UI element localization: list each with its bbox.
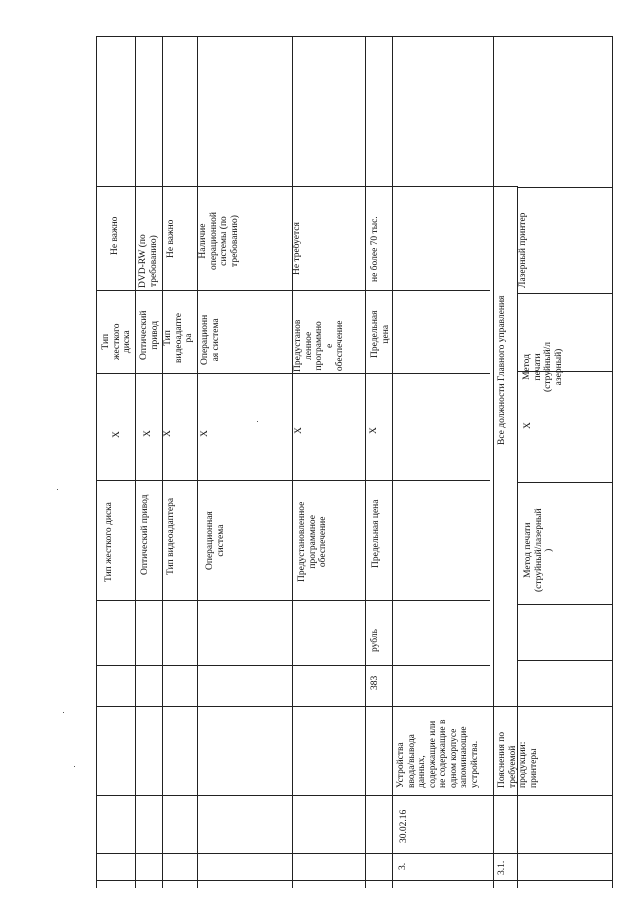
text-line: Тип [163, 330, 173, 346]
text-line: принтеры [528, 748, 539, 788]
text-line: Оптический [139, 310, 149, 360]
value-software: Не требуется [292, 222, 302, 275]
char-optical: Оптический привод [140, 494, 150, 575]
text-line: цена [380, 324, 391, 344]
text-line: (струйный/л [543, 341, 553, 392]
text-line: Операционн [200, 314, 210, 365]
row-line [96, 373, 490, 374]
row-line [517, 482, 612, 483]
value-name-software [293, 320, 346, 372]
text-line: требованию) [229, 215, 240, 267]
char-os [205, 511, 226, 570]
section31-number: 3.1. [497, 860, 507, 875]
text-line: ) [544, 548, 554, 552]
scan-speck [257, 421, 258, 422]
text-line: Метод печати [523, 522, 533, 578]
text-line: Операционная [205, 511, 215, 570]
row-line [96, 186, 517, 187]
scan-speck [74, 766, 75, 767]
col-line [493, 36, 494, 888]
text-line: содержащие или [427, 720, 438, 788]
row-line [517, 293, 612, 294]
mark-os: X [200, 430, 210, 437]
section3-code: 30.02.16 [399, 809, 409, 843]
value-printer: Лазерный принтер [518, 212, 528, 288]
row-line [517, 187, 612, 188]
mark-optical: X [143, 430, 153, 437]
text-line: Предельная [370, 310, 380, 358]
text-line: Метод [522, 354, 532, 380]
text-line: ра [184, 333, 194, 343]
category-all-positions: Все должности Главного управления [497, 295, 507, 445]
char-print-method [523, 508, 555, 592]
row-line [96, 880, 612, 881]
char-software [297, 502, 329, 582]
row-line [96, 36, 612, 37]
text-line: DVD-RW (по [138, 234, 148, 288]
value-name-video [163, 313, 195, 363]
value-disk-type: Не важно [110, 216, 120, 255]
row-line [517, 604, 612, 605]
text-line: требуемой [507, 745, 518, 788]
text-line: устройства. [469, 740, 480, 788]
text-line: ленное [303, 331, 314, 360]
text-line: азерный) [553, 348, 564, 386]
value-name-price [370, 311, 391, 359]
section3-number: 3. [398, 862, 408, 870]
mark-software: X [294, 427, 304, 434]
value-name-disk-type [101, 323, 133, 360]
text-line: Наличие [198, 223, 208, 259]
value-price: не более 70 тыс. [370, 216, 380, 282]
scan-speck [63, 712, 64, 713]
text-line: система [215, 524, 226, 557]
text-line: не содержащие в [438, 719, 448, 788]
row-line [96, 665, 490, 666]
mark-print-method: X [523, 422, 533, 429]
text-line: Тип [101, 333, 111, 350]
text-line: е [324, 343, 335, 348]
row-line [517, 660, 612, 661]
text-line: обеспечение [318, 516, 328, 568]
unit-rouble: рубль [370, 629, 380, 652]
okei-code: 383 [370, 675, 380, 690]
char-video: Тип видеоадаптера [166, 497, 176, 575]
value-name-os [200, 315, 221, 365]
text-line: обеспечение [335, 320, 345, 372]
value-name-optical [139, 311, 160, 360]
value-optical [138, 234, 159, 288]
text-line: ввода/вывода [406, 734, 417, 788]
text-line: диска [122, 330, 132, 354]
text-line: Предустанов [293, 319, 303, 372]
section3-name [396, 720, 480, 788]
col-line [96, 36, 97, 888]
row-line [96, 290, 490, 291]
scan-speck [57, 489, 58, 490]
text-line: ая система [210, 318, 221, 362]
col-line [612, 36, 613, 888]
char-price: Предельная цена [371, 499, 381, 568]
row-line [96, 480, 490, 481]
col-line [197, 36, 198, 888]
mark-price: X [369, 427, 379, 434]
value-video: Не важно [166, 219, 176, 258]
row-line [96, 795, 612, 796]
col-line [365, 36, 366, 888]
text-line: системы (по [219, 216, 229, 266]
text-line: Устройства [396, 742, 406, 788]
text-line: жесткого [111, 323, 122, 360]
mark-disk-type: X [112, 431, 122, 438]
text-line: (струйный/лазерный [533, 508, 544, 592]
text-line: Предустановленное [297, 501, 307, 582]
row-line [96, 706, 612, 707]
col-line [292, 36, 293, 888]
text-line: печати [532, 353, 543, 381]
text-line: видеоадапте [173, 313, 184, 363]
mark-video: X [163, 430, 173, 437]
section31-name [497, 732, 539, 788]
text-line: одном корпусе [448, 728, 459, 788]
row-line [96, 853, 612, 854]
text-line: операционной [208, 212, 219, 270]
text-line: продукции: [518, 741, 528, 788]
text-line: запоминающие [459, 726, 469, 788]
text-line: программное [307, 514, 318, 569]
col-line [162, 36, 163, 888]
text-line: привод [149, 320, 160, 350]
text-line: требованию) [148, 235, 159, 288]
col-line [392, 36, 393, 888]
char-disk-type: Тип жесткого диска [104, 502, 114, 582]
value-os [198, 212, 240, 270]
row-line [96, 600, 490, 601]
col-line [135, 36, 136, 888]
value-name-print-method [522, 342, 564, 392]
text-line: программно [314, 321, 324, 371]
text-line: данных, [417, 755, 427, 788]
text-line: Пояснения по [497, 731, 507, 788]
